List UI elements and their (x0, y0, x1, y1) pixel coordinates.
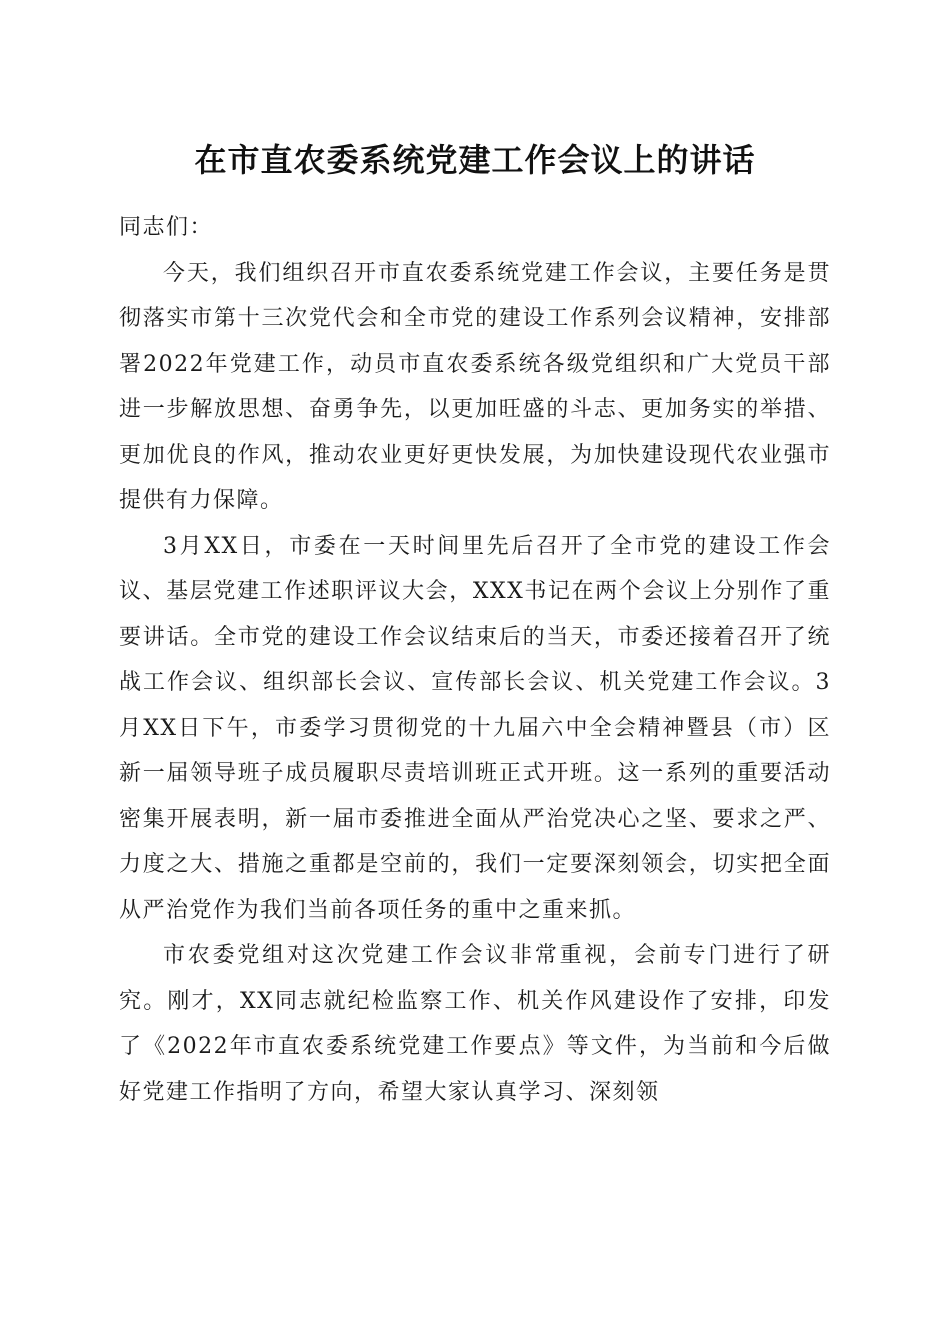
paragraph-2: 3月XX日，市委在一天时间里先后召开了全市党的建设工作会议、基层党建工作述职评议大会，XXX书记在两个会议上分别作了重要讲话。全市党的建设工作会议结束后的当天，市委还接着召开了统战工作会议、组织部长会议、宣传部长会议、机关党建工作会议。3月XX日下午，市委学习贯彻党的十九届六中全会精神暨县（市）区新一届领导班子成员履职尽责培训班正式开班。这一系列的重要活动密集开展表明，新一届市委推进全面从严治党决心之坚、要求之严、力度之大、措施之重都是空前的，我们一定要深刻领会，切实把全面从严治党作为我们当前各项任务的重中之重来抓。 (119, 533, 831, 923)
salutation: 同志们： (119, 215, 214, 240)
document-title: 在市直农委系统党建工作会议上的讲话 (194, 141, 756, 179)
paragraph-1: 今天，我们组织召开市直农委系统党建工作会议，主要任务是贯彻落实市第十三次党代会和全市党的建设工作系列会议精神，安排部署2022年党建工作，动员市直农委系统各级党组织和广大党员干部进一步解放思想、奋勇争先，以更加旺盛的斗志、更加务实的举措、更加优良的作风，推动农业更好更快发展，为加快建设现代农业强市提供有力保障。 (119, 260, 831, 513)
paragraph-3: 市农委党组对这次党建工作会议非常重视，会前专门进行了研究。刚才，XX同志就纪检监察工作、机关作风建设作了安排，印发了《2022年市直农委系统党建工作要点》等文件，为当前和今后做好党建工作指明了方向，希望大家认真学习、深刻领 (119, 943, 831, 1105)
document-body (119, 205, 831, 1115)
